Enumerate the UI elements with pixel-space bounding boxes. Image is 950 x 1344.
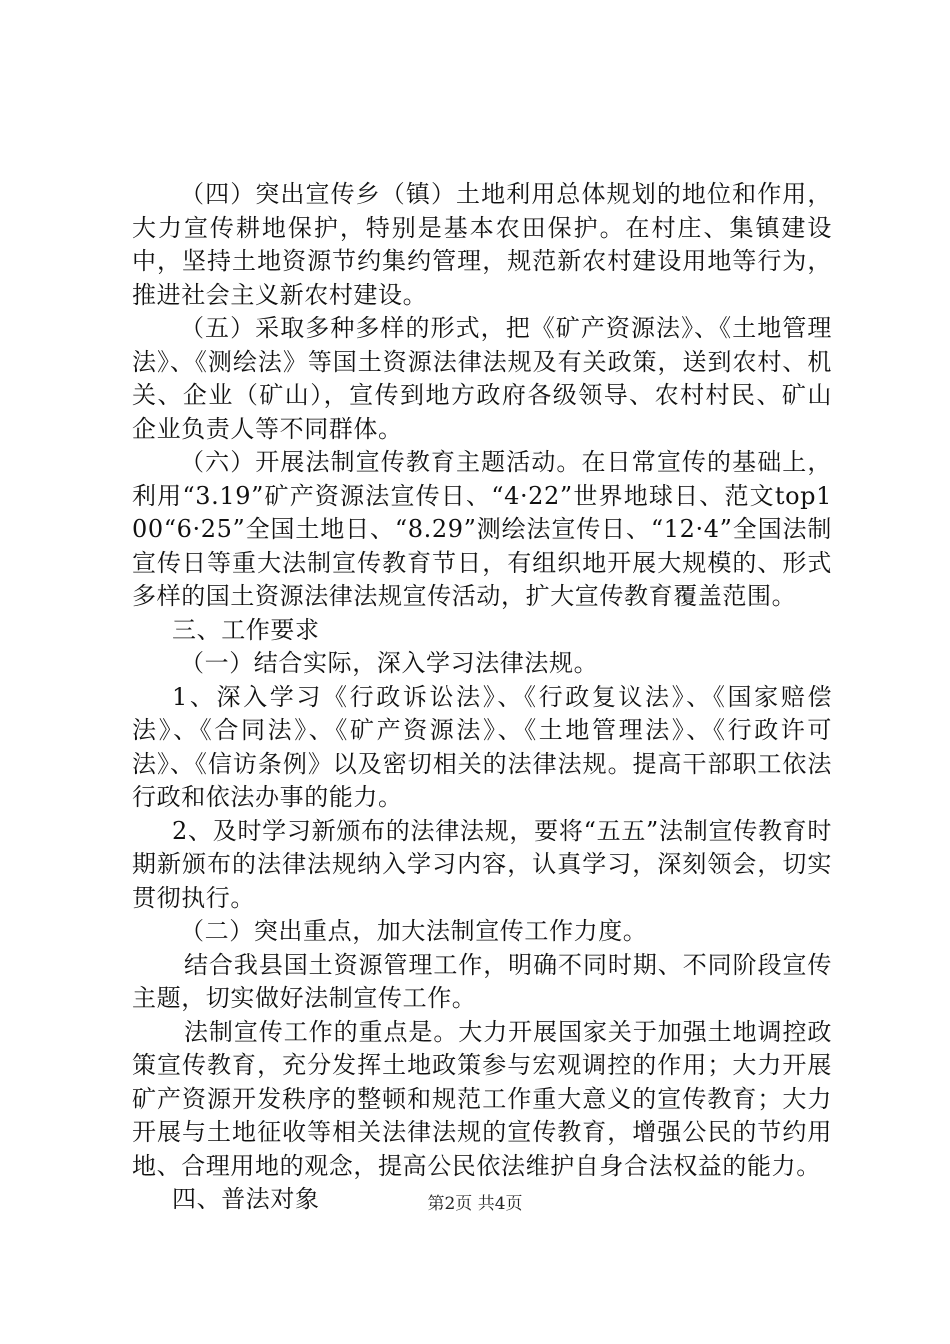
section-heading-audience: 四、普法对象 [172,1185,320,1213]
paragraph-study-item-1: 1、深入学习《行政诉讼法》、《行政复议法》、《国家赔偿法》、《合同法》、《矿产资源法》、《土地管理法》、《行政许可法》、《信访条例》以及密切相关的法律法规。提高干部职工依法行政和依法办事的能力。 [132,682,832,811]
section-heading-work-requirements: 三、工作要求 [172,615,320,644]
document-body [132,178,832,1217]
page-number-footer: 第2页 共4页 [427,1194,523,1214]
paragraph-diverse-forms: （五）采取多种多样的形式，把《矿产资源法》、《土地管理法》、《测绘法》等国土资源法律法规及有关政策，送到农村、机关、企业（矿山），宣传到地方政府各级领导、农村村民、矿山企业负责人等不同群体。 [132,314,832,443]
paragraph-study-item-2: 2、及时学习新颁布的法律法规，要将“五五”法制宣传教育时期新颁布的法律法规纳入学习内容，认真学习，深刻领会，切实贯彻执行。 [132,816,832,912]
subheading-highlight-focus: （二）突出重点，加大法制宣传工作力度。 [180,917,648,945]
paragraph-theme-activities: （六）开展法制宣传教育主题活动。在日常宣传的基础上，利用“3.19”矿产资源法宣传日、“4·22”世界地球日、范文top100“6·25”全国土地日、“8.29”测绘法宣传日、“12·4”全国法制宣传日等重大法制宣传教育节日，有组织地开展大规模的、形式多样的国土资源法律法规宣传活动，扩大宣传教育覆盖范围。 [132,448,832,610]
subheading-study-laws: （一）结合实际，深入学习法律法规。 [180,649,599,677]
paragraph-combine-local-work: 结合我县国土资源管理工作，明确不同时期、不同阶段宣传主题，切实做好法制宣传工作。 [132,950,832,1012]
paragraph-publicity-focus: 法制宣传工作的重点是。大力开展国家关于加强土地调控政策宣传教育，充分发挥土地政策参与宏观调控的作用；大力开展矿产资源开发秩序的整顿和规范工作重大意义的宣传教育；大力开展与土地征收等相关法律法规的宣传教育，增强公民的节约用地、合理用地的观念，提高公民依法维护自身合法权益的能力。 [132,1017,832,1180]
paragraph-promote-land-planning: （四）突出宣传乡（镇）土地利用总体规划的地位和作用，大力宣传耕地保护，特别是基本农田保护。在村庄、集镇建设中，坚持土地资源节约集约管理，规范新农村建设用地等行为，推进社会主义新农村建设。 [132,180,832,309]
